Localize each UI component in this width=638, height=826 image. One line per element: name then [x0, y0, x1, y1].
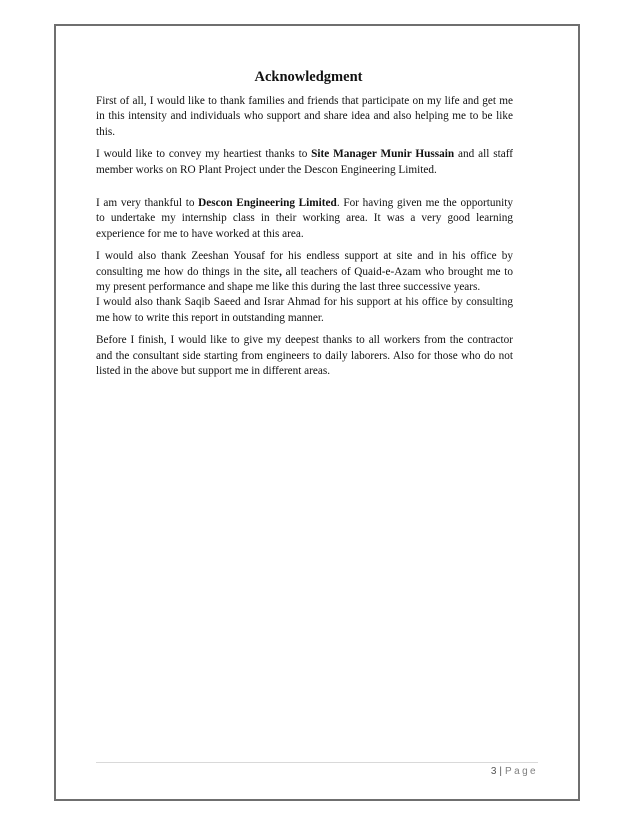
paragraph-5 — [96, 295, 513, 326]
paragraph-text: I would also thank Saqib Saeed and Israr Ahmad for his support at his office by consulting me how to write this report in outstanding manner. — [96, 296, 513, 324]
paragraph-text: I would also thank Zeeshan Yousaf for his endless support at site and in his office by consulting me how do things in the site — [96, 250, 513, 278]
page-number: 3 — [490, 766, 497, 777]
paragraph-text: Before I finish, I would like to give my deepest thanks to all workers from the contractor and the consultant side starting from engineers to daily laborers. Also for those who do not listed in the above but support me in different areas. — [96, 334, 513, 378]
paragraph-6 — [96, 333, 513, 379]
page-label: Page — [505, 766, 538, 777]
document-body — [96, 68, 513, 380]
paragraph-3 — [96, 196, 513, 242]
bold-company-name: Descon Engineering Limited — [198, 197, 337, 210]
paragraph-2 — [96, 147, 513, 178]
document-title: Acknowledgment — [254, 69, 363, 85]
paragraph-text: all teachers of Quaid-e-Azam who brought me to my present performance and shape me like this during the last three successive years. — [96, 265, 513, 294]
paragraph-1 — [96, 94, 513, 140]
bold-comma: , — [279, 265, 282, 278]
paragraph-text: I am very thankful to — [96, 197, 199, 210]
paragraph-text: and all staff member works on RO Plant Project under the Descon Engineering Limited. — [96, 148, 513, 176]
paragraph-text: I would like to convey my heartiest thanks to — [96, 148, 312, 161]
footer-rule — [96, 762, 538, 763]
paragraph-text: First of all, I would like to thank families and friends that participate on my life and get me in this intensity and individuals who support and share idea and also helping me to be like this. — [96, 95, 513, 138]
page-footer — [491, 766, 538, 777]
paragraph-4 — [96, 249, 513, 295]
bold-name-site-manager: Site Manager Munir Hussain — [311, 148, 455, 161]
footer-separator: | — [499, 766, 503, 777]
paragraph-text: . For having given me the opportunity to undertake my internship class in their working area. It was a very good learning experience for me to have worked at this area. — [96, 197, 513, 240]
